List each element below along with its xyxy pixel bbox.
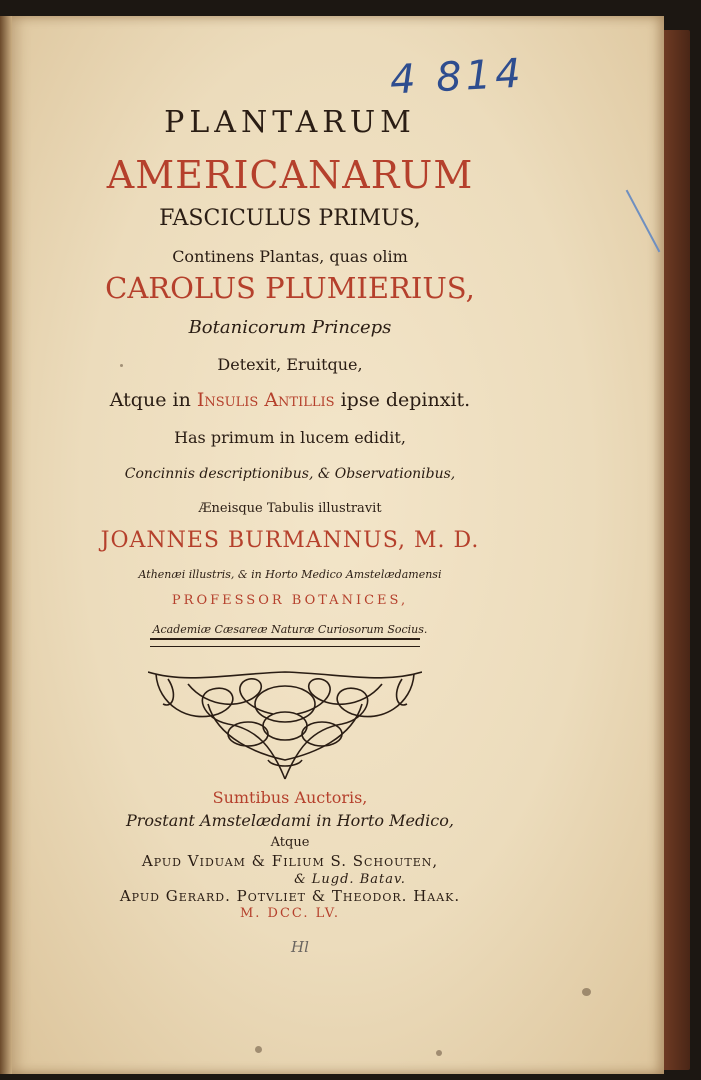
antillis-line bbox=[10, 391, 570, 410]
prostant-line: Prostant Amstelædami in Horto Medico, bbox=[126, 811, 454, 830]
apud-schouten-line: Apud Viduam & Filium S. Schouten, bbox=[141, 852, 439, 870]
foxing-spot-3 bbox=[436, 1050, 442, 1056]
editor-name: JOANNES BURMANNUS, M. D. bbox=[100, 528, 480, 553]
ipse-text: ipse depinxit. bbox=[340, 389, 471, 411]
foxing-spot-2 bbox=[255, 1046, 262, 1053]
detexit-line: Detexit, Eruitque, bbox=[217, 355, 363, 374]
foxing-spot-4 bbox=[120, 364, 123, 367]
author-name: CAROLUS PLUMIERIUS, bbox=[105, 271, 475, 305]
foxing-spot-1 bbox=[582, 988, 591, 996]
pen-stroke bbox=[626, 190, 661, 253]
professor-line: PROFESSOR BOTANICES, bbox=[171, 593, 409, 608]
sumtibus-line: Sumtibus Auctoris, bbox=[212, 788, 368, 807]
calligraphic-ornament bbox=[148, 664, 422, 788]
continens-line: Continens Plantas, quas olim bbox=[172, 247, 408, 266]
concinnis-line: Concinnis descriptionibus, & Observationibus, bbox=[124, 466, 456, 482]
title-line-3: FASCICULUS PRIMUS, bbox=[159, 206, 421, 231]
has-primum-line: Has primum in lucem edidit, bbox=[174, 428, 406, 447]
aeneisque-line: Æneisque Tabulis illustravit bbox=[198, 501, 382, 516]
title-line-1: PLANTARUM bbox=[164, 105, 416, 140]
shelf-mark: 4 814 bbox=[388, 50, 526, 104]
atque-in-text: Atque in bbox=[109, 389, 191, 411]
atque-line: Atque bbox=[270, 835, 310, 850]
lugd-batav-line: & Lugd. Batav. bbox=[294, 872, 406, 887]
binding-gutter bbox=[0, 16, 12, 1074]
title-line-2: AMERICANARUM bbox=[106, 153, 474, 197]
year-line: M. DCC. LV. bbox=[239, 906, 341, 921]
apud-potvliet-line: Apud Gerard. Potvliet & Theodor. Haak. bbox=[119, 887, 461, 905]
academiae-line: Academiæ Cæsareæ Naturæ Curiosorum Socius. bbox=[152, 623, 428, 636]
library-stamp: Hl bbox=[291, 938, 309, 956]
title-page bbox=[10, 16, 664, 1074]
top-rule bbox=[150, 638, 420, 640]
second-rule bbox=[150, 646, 420, 647]
athenaei-line: Athenæi illustris, & in Horto Medico Amstelædamensi bbox=[138, 568, 442, 581]
author-epithet: Botanicorum Princeps bbox=[188, 317, 392, 338]
insulis-antillis-text: Insulis Antillis bbox=[196, 389, 335, 411]
